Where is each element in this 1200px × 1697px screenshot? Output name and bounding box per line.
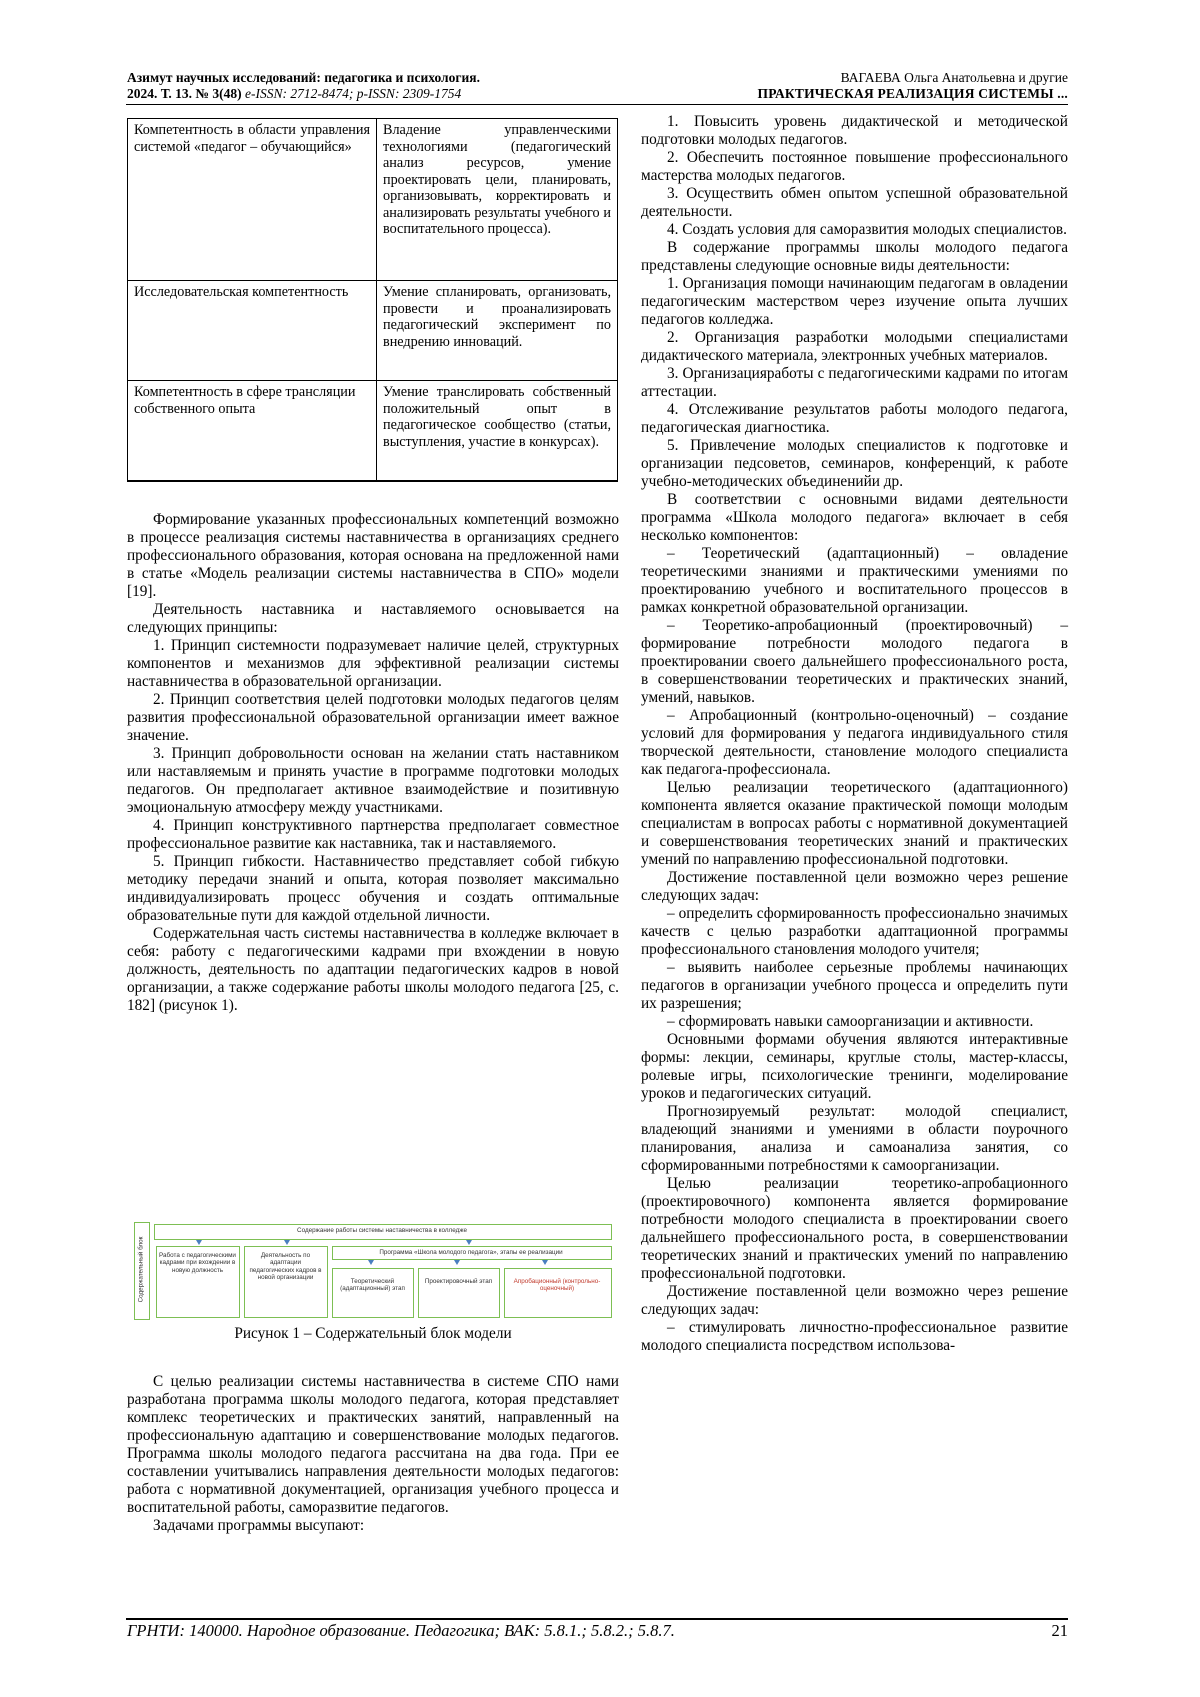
arrow-down: [284, 1240, 290, 1245]
list-item: 5. Привлечение молодых специалистов к подготовке и организации педсоветов, семинаров, конференций, к работе учебно-методических объединенийи др.: [641, 437, 1068, 490]
competence-table: [127, 118, 618, 482]
list-item: – выявить наиболее серьезные проблемы начинающих педагогов в организации учебного процесса и определить пути их разрешения;: [641, 959, 1068, 1012]
paragraph: 4. Принцип конструктивного партнерства предполагает совместное профессиональное развитие как наставника, так и наставляемого.: [127, 817, 619, 852]
paragraph: Целью реализации теоретического (адаптационного) компонента является оказание практической помощи молодым специалистам в вопросах работы с нормативной документацией и совершенствования теоретических знаний и практических умений по направлению профессиональной подготовки.: [641, 779, 1068, 868]
paragraph: Формирование указанных профессиональных компетенций возможно в процессе реализация системы наставничества в организациях среднего профессионального образования, которая основана на предложенной нами в статье «Модель реализации системы наставничества в СПО» модели [19].: [127, 511, 619, 600]
arrow-down: [368, 1260, 374, 1265]
list-item: – сформировать навыки самоорганизации и активности.: [667, 1013, 1034, 1030]
arrow-down: [454, 1260, 460, 1265]
table-row: [128, 381, 618, 481]
journal-issn: e-ISSN: 2712-8474; p-ISSN: 2309-1754: [244, 86, 462, 101]
list-item: 4. Отслеживание результатов работы молодого педагога, педагогическая диагностика.: [641, 401, 1068, 436]
stage-approbation-label: Апробационный (контрольно-оценочный): [513, 1278, 601, 1293]
paragraph: Задачами программы высупают:: [153, 1517, 365, 1534]
left-column: [127, 511, 619, 1015]
article-short-title: ПРАКТИЧЕСКАЯ РЕАЛИЗАЦИЯ СИСТЕМЫ ...: [757, 86, 1068, 101]
table-cell-description: Умение спланировать, организовать, провести и проанализировать педагогический эксперимент по внедрению инноваций.: [377, 281, 618, 381]
paragraph: Деятельность наставника и наставляемого основывается на следующих принципы:: [127, 601, 619, 636]
running-header-right: [548, 70, 1068, 102]
list-item: 1. Организация помощи начинающим педагогам в овладении педагогическим мастерством через изучение опыта лучших педагогов колледжа.: [641, 275, 1068, 328]
stage-box-design: [418, 1268, 500, 1318]
paragraph: Прогнозируемый результат: молодой специалист, владеющий знаниями и умениями в области поурочного планирования, анализа и самоанализа занятия, со сформированными потребностями к самоорганизации.: [641, 1103, 1068, 1174]
paragraph: В содержание программы школы молодого педагога представлены следующие основные виды деятельности:: [641, 239, 1068, 274]
page-number: 21: [1051, 1621, 1068, 1640]
table-row: [128, 119, 618, 281]
list-item: 1. Повысить уровень дидактической и методической подготовки молодых педагогов.: [641, 113, 1068, 148]
paragraph: 1. Принцип системности подразумевает наличие целей, структурных компонентов и механизмов для эффективной реализации системы наставничества в образовательной организации.: [127, 637, 619, 690]
article-authors: ВАГАЕВА Ольга Анатольевна и другие: [840, 70, 1068, 85]
paragraph: Достижение поставленной цели возможно через решение следующих задач:: [641, 1283, 1068, 1318]
top-box-label: Содержание работы системы наставничества в колледже: [297, 1227, 467, 1234]
figure-1-diagram: [134, 1222, 614, 1320]
list-item: 2. Организация разработки молодыми специалистами дидактического материала, электронных учебных материалов.: [641, 329, 1068, 364]
box-new-position-label: Работа с педагогическими кадрами при вхождении в новую должность: [159, 1252, 236, 1274]
table-cell-competence: Компетентность в области управления системой «педагог – обучающийся»: [128, 119, 377, 281]
arrow-down: [542, 1260, 548, 1265]
stage-box-theoretical: [332, 1268, 414, 1318]
paragraph: 3. Принцип добровольности основан на желании стать наставником или наставляемым и принять участие в программе подготовки молодых педагогов. Он предполагает активное взаимодействие и позитивную эмоциональную атмосферу между участниками.: [127, 745, 619, 816]
list-item: 3. Организацияработы с педагогическими кадрами по итогам аттестации.: [641, 365, 1068, 400]
footer-classification: ГРНТИ: 140000. Народное образование. Педагогика; ВАК: 5.8.1.; 5.8.2.; 5.8.7.: [127, 1621, 675, 1640]
left-column-lower: [127, 1373, 619, 1535]
arrow-down: [196, 1240, 202, 1245]
arrow-down: [466, 1240, 472, 1245]
stage-theoretical-label: Теоретический (адаптационный) этап: [340, 1278, 405, 1293]
paragraph: Содержательная часть системы наставничества в колледже включает в себя: работу с педагогическими кадрами при вхождении в новую должность, деятельность по адаптации педагогических кадров в новой организации, а также содержание работы школы молодого педагога [25, с. 182] (рисунок 1).: [127, 925, 619, 1014]
table-cell-description: Владение управленческими технологиями (педагогический анализ ресурсов, умение проектировать цели, планировать, организовывать, корректировать и анализировать результаты учебного и воспитательного процесса).: [377, 119, 618, 281]
side-label: Содержательный блок: [137, 1236, 145, 1303]
list-item: – Теоретико-апробационный (проектировочный) – формирование потребности молодого педагога в проектировании своего дальнейшего профессионального роста, в совершенствовании теоретических и практических знаний, умений, навыков.: [641, 617, 1068, 706]
figure-caption: Рисунок 1 – Содержательный блок модели: [234, 1325, 512, 1342]
footer-rule: [126, 1618, 1068, 1620]
stage-box-approbation: [504, 1268, 612, 1318]
box-adaptation-label: Деятельность по адаптации педагогических кадров в новой организации: [249, 1252, 322, 1282]
paragraph: В соответствии с основными видами деятельности программа «Школа молодого педагога» включает в себя несколько компонентов:: [641, 491, 1068, 544]
program-box-label: Программа «Школа молодого педагога», этапы ее реализации: [379, 1249, 563, 1256]
header-rule: [126, 104, 1068, 105]
paragraph: Основными формами обучения являются интерактивные формы: лекции, семинары, круглые столы, мастер-классы, ролевые игры, психологические тренинги, моделирование уроков и педагогических ситуаций.: [641, 1031, 1068, 1102]
paragraph: Достижение поставленной цели возможно через решение следующих задач:: [641, 869, 1068, 904]
paragraph: 5. Принцип гибкости. Наставничество представляет собой гибкую методику передачи знаний и опыта, которая позволяет максимально индивидуализировать процесс обучения и создать оптимальные образовательные пути для каждой отдельной личности.: [127, 853, 619, 924]
stage-design-label: Проектировочный этап: [424, 1278, 493, 1285]
list-item: – Апробационный (контрольно-оценочный) – создание условий для формирования у педагога индивидуального стиля творческой деятельности, становление молодого специалиста как педагога-профессионала.: [641, 707, 1068, 778]
table-cell-competence: Исследовательская компетентность: [128, 281, 377, 381]
list-item: – определить сформированность профессионально значимых качеств с целью разработки адаптационной программы профессионального становления молодого учителя;: [641, 905, 1068, 958]
list-item: – Теоретический (адаптационный) – овладение теоретическими знаниями и практическими умениями по проектированию учебного и воспитательного процессов в рамках конкретной образовательной организации.: [641, 545, 1068, 616]
journal-issue: 2024. Т. 13. № 3(48): [127, 86, 242, 101]
paragraph: 2. Принцип соответствия целей подготовки молодых педагогов целям развития профессиональной образовательной организации имеет важное значение.: [127, 691, 619, 744]
list-item: – стимулировать личностно-профессиональное развитие молодого специалиста посредством использова-: [641, 1319, 1068, 1354]
paragraph: Целью реализации теоретико-апробационного (проектировочного) компонента является формирование потребности молодого специалиста в проектировании своего дальнейшего профессионального роста, в совершенствовании теоретических знаний и практических умений по направлению профессиональной подготовки.: [641, 1175, 1068, 1282]
table-cell-competence: Компетентность в сфере трансляции собственного опыта: [128, 381, 377, 481]
table-row: [128, 281, 618, 381]
list-item: 2. Обеспечить постоянное повышение профессионального мастерства молодых педагогов.: [641, 149, 1068, 184]
paragraph: С целью реализации системы наставничества в системе СПО нами разработана программа школы молодого педагога, которая представляет комплекс теоретических и практических занятий, направленный на профессиональную адаптацию и совершенствование молодых педагогов. Программа школы молодого педагога рассчитана на два года. При ее составлении учитывались направления деятельности молодых педагогов: работа с нормативной документацией, организация учебного процесса и воспитательной работы, саморазвитие педагогов.: [127, 1373, 619, 1516]
journal-title: Азимут научных исследований: педагогика и психология.: [127, 70, 480, 85]
list-item: 4. Создать условия для саморазвития молодых специалистов.: [667, 221, 1067, 238]
list-item: 3. Осуществить обмен опытом успешной образовательной деятельности.: [641, 185, 1068, 220]
right-column: [641, 113, 1068, 1355]
table-cell-description: Умение транслировать собственный положительный опыт в педагогическое сообщество (статьи, выступления, участие в конкурсах).: [377, 381, 618, 481]
